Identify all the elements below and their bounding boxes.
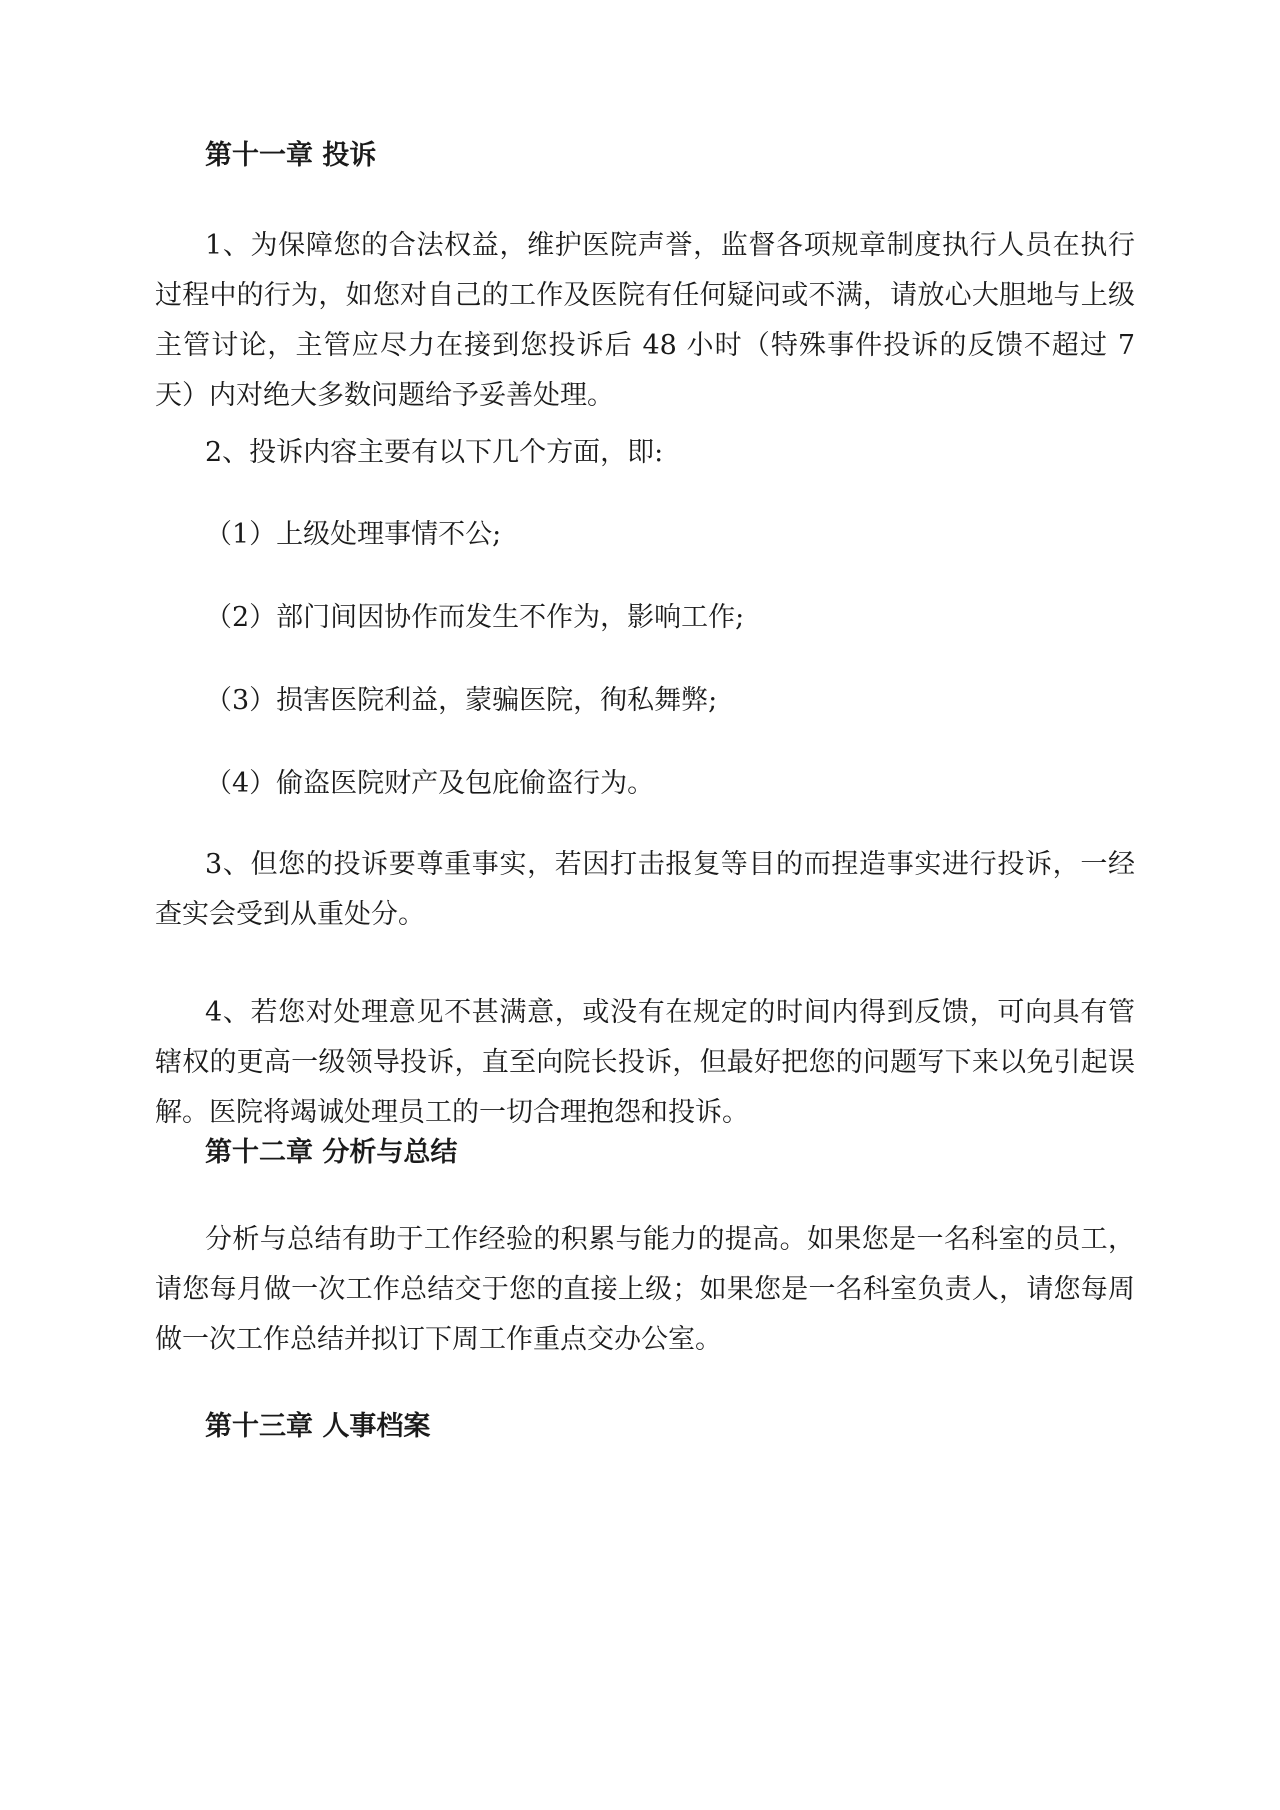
complaint-item-1: （1）上级处理事情不公; bbox=[205, 519, 502, 550]
complaint-item-3: （3）损害医院利益，蒙骗医院，徇私舞弊; bbox=[205, 685, 718, 716]
chapter-11-paragraph-3: 3、但您的投诉要尊重事实，若因打击报复等目的而捏造事实进行投诉，一经查实会受到从重处分。 bbox=[155, 849, 1135, 930]
chapter-11-paragraph-2: 2、投诉内容主要有以下几个方面，即: bbox=[205, 437, 664, 468]
chapter-12-paragraph-1: 分析与总结有助于工作经验的积累与能力的提高。如果您是一名科室的员工，请您每月做一次工作总结交于您的直接上级；如果您是一名科室负责人，请您每周做一次工作总结并拟订下周工作重点交办公室。 bbox=[155, 1224, 1135, 1355]
chapter-13-title: 第十三章 人事档案 bbox=[205, 1411, 431, 1442]
chapter-12-title: 第十二章 分析与总结 bbox=[205, 1137, 458, 1168]
chapter-11-paragraph-4: 4、若您对处理意见不甚满意，或没有在规定的时间内得到反馈，可向具有管辖权的更高一级领导投诉，直至向院长投诉，但最好把您的问题写下来以免引起误解。医院将竭诚处理员工的一切合理抱怨和投诉。 bbox=[155, 997, 1135, 1128]
chapter-11-title: 第十一章 投诉 bbox=[205, 140, 377, 171]
complaint-item-4: （4）偷盗医院财产及包庇偷盗行为。 bbox=[205, 768, 655, 799]
complaint-item-2: （2）部门间因协作而发生不作为，影响工作; bbox=[205, 602, 745, 633]
chapter-11-paragraph-1: 1、为保障您的合法权益，维护医院声誉，监督各项规章制度执行人员在执行过程中的行为，如您对自己的工作及医院有任何疑问或不满，请放心大胆地与上级主管讨论，主管应尽力在接到您投诉后 48 小时（特殊事件投诉的反馈不超过 7 天）内对绝大多数问题给予妥善处理。 bbox=[155, 230, 1135, 411]
